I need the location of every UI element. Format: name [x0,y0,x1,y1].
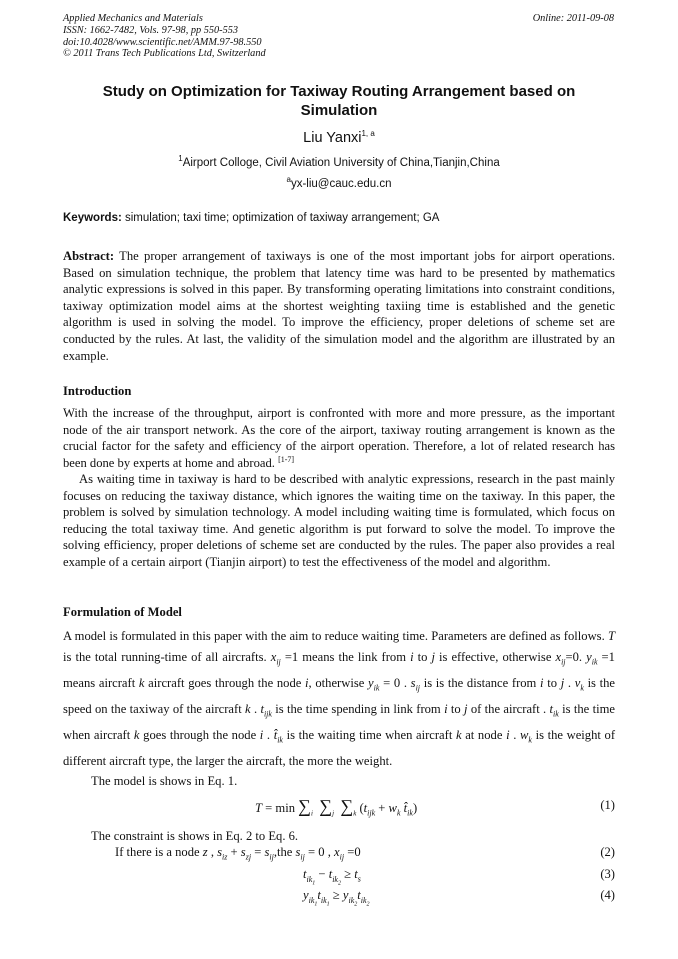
abstract-label: Abstract: [63,249,115,263]
intro-paragraph-2: As waiting time in taxiway is hard to be described with analytic expressions, research in the past mainly focuses on reducing the taxiway distance, which ignores the waiting time on the taxiway. In this paper, the problem is solved by simulation technology. A model including waiting time is formulated, which focus on reducing the total taxiway time. And genetic algorithm is put forward to solve the model. To improve the solving efficiency, proper deletions of scheme set are conducted by the rules. The paper also provides a real example of a certain airport (Tianjin airport) to test the effectiveness of the model and algorithm. [63,472,615,569]
equation-4-body: $y_{ik_1}t_{ik_1} \ge y_{ik_2}t_{ik_2}$ [303,888,370,908]
equation-1-body: $T = \min \sum_i$ $\sum_j$ $\sum_k$ ($t_{ijk} + w_k$ $t̂_{ik}$) [255,796,418,818]
email: yx-liu@cauc.edu.cn [290,178,392,190]
author-sup: 1, a [361,129,375,139]
doi-line: doi:10.4028/www.scientific.net/AMM.97-98.550 [63,36,262,48]
copyright-line: © 2011 Trans Tech Publications Ltd, Switzerland [63,48,266,60]
affiliation-line [63,154,615,169]
equation-1 [63,794,615,824]
intro-paragraph-1 [63,405,615,471]
equation-3-number: (3) [600,867,615,881]
formulation-paragraph: A model is formulated in this paper with the aim to reduce waiting time. Parameters are defined as follows. T is the total running-time of all aircrafts. $x_{ij} =1$ means the link from i to j is effective, otherwise $x_{ij}=0$. $y_{ik} =1$ means aircraft k aircraft goes through the node i, otherwise $y_{ik} = 0$ . $s_{ij}$ is is the distance from i to j . $v_k$ is the speed on the taxiway of the aircraft k . $t_{ijk}$ is the time spending in link from i to j of the aircraft . $t_{ik}$ is the time when aircraft k goes through the node i . $t̂_{ik}$ is the waiting time when aircraft k at node i . $w_k$ is the weight of different aircraft type, the larger the aircraft, the more the weight. [63,629,616,768]
affiliation-sup: 1 [178,154,183,164]
author-line [63,130,615,146]
constraint-intro: The constraint is shows in Eq. 2 to Eq. 6. [91,829,299,843]
journal-name: Applied Mechanics and Materials [63,13,203,24]
abstract-text: The proper arrangement of taxiways is one of the most important jobs for airport operations. Based on simulation technique, the problem that latency time was hard to be presented by mathematics analytic expressions is solved in this paper. By transforming operating limitations into constraint conditions, taxiway optimization model aims at the shortest weighting taxiing time is established and the genetic algorithm is used in solving the model. To improve the efficiency, proper deletions of scheme set are conducted by the rules. At last, the validity of the simulation model and the algorithm are illustrated by an example. [63,249,615,363]
journal-header [63,13,266,60]
keywords-label: Keywords: [63,212,122,224]
keywords-text: simulation; taxi time; optimization of taxiway arrangement; GA [121,212,440,224]
equation-4 [63,888,615,908]
equation-3-body: $t_{ik_1} - t_{ik_2} \ge t_s$ [303,867,361,887]
email-line [63,175,615,190]
email-sup: a [286,175,291,185]
author-name: Liu Yanxi [303,130,362,146]
keywords [63,212,615,224]
equation-4-number: (4) [600,888,615,902]
formulation-heading: Formulation of Model [63,605,182,619]
introduction-heading: Introduction [63,384,132,398]
model-intro: The model is shows in Eq. 1. [91,774,238,788]
affiliation: Airport Colloge, Civil Aviation University of China,Tianjin,China [182,157,500,169]
equation-3 [63,867,615,887]
equation-2 [63,845,615,865]
online-date: Online: 2011-09-08 [532,13,614,24]
intro-citation: [1-7] [278,454,295,464]
equation-2-body: If there is a node z , $s_{iz} + s_{zj} = s_{ij},the$ $s_{ij} = 0$ , $x_{ij} =0$ [115,845,361,862]
issn-line: ISSN: 1662-7482, Vols. 97-98, pp 550-553 [63,24,239,36]
intro-p1-text: With the increase of the throughput, airport is confronted with more and more pressure, as the important node of the air transport network. As the core of the airport, taxiway routing arrangement is known as the crucial factor for the safety and efficiency of the airport operation. Therefore, a lot of related research has been done by experts at home and abroad. [63,406,615,470]
paper-title: Study on Optimization for Taxiway Routing Arrangement based on Simulation [102,83,576,119]
abstract [63,248,615,364]
equation-2-number: (2) [600,845,615,859]
equation-1-number: (1) [600,798,615,812]
